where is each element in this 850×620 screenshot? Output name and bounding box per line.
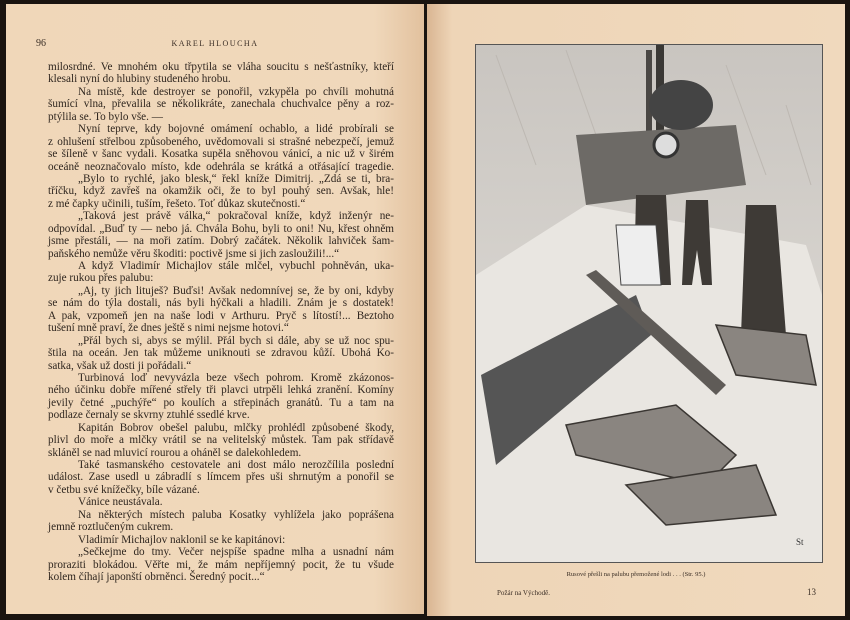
text-line: „Aj, ty jich lituješ? Buďsi! Avšak nedomnívej se, že by oni, kdyby [78, 284, 394, 297]
text-line: se nám do týla dostali, nás byli hýčkali a hladili. Znám je s dostatek! [48, 297, 394, 310]
text-line: klesali nyní do hlubiny studeného hrobu. [48, 73, 231, 86]
text-line: „Přál bych si, abys se mýlil. Přál bych si dále, aby se už noc spu- [78, 334, 394, 347]
text-line: Také tasmanského cestovatele ani dost málo nerozčílila poslední [78, 459, 394, 471]
text-line: satka, však už dosti ji pořádali.“ [48, 359, 192, 372]
text-line: A když Vladimír Michajlov stále mlčel, vybuchl pohněván, uka- [78, 260, 394, 272]
text-line: zuje rukou přes palubu: [48, 272, 154, 285]
text-line: kolem číhají japonští obrněnci. Šeredný pocit...“ [48, 570, 265, 583]
text-line: v četbu své knížečky, bíle vázané. [48, 483, 200, 496]
text-line: proraziti blokádou. Věřte mi, že mám nepříjemný pocit, že tu všude [48, 558, 394, 571]
text-line: skláněl se nad mluvicí rourou a oháněl se dalekohledem. [48, 446, 302, 459]
artist-signature: St [796, 537, 804, 547]
signature-number: 13 [807, 587, 816, 597]
illustration-caption: Rusové přešli na palubu přemožené lodi . . . (Str. 95.) [566, 571, 706, 578]
text-line: Kapitán Bobrov obešel palubu, mlčky prohlédl způsobené škody, [78, 421, 394, 434]
text-line: Vánice neustávala. [78, 496, 163, 509]
text-line: ného účinku dobře mířené střely tři plavci utrpěli lehká zranění. Komíny [48, 384, 394, 397]
text-line: Vladimír Michajlov naklonil se ke kapitánovi: [78, 533, 286, 546]
illustration [475, 44, 823, 563]
page-number: 96 [36, 38, 46, 49]
text-line: jsme přestáli, — na moři zatím. Dobrý začátek. Několik lahviček šam- [48, 235, 394, 248]
text-line: odpovídal. „Buď ty — nebo já. Chvála Bohu, byli to oni! Nu, křest ohněm [48, 222, 394, 235]
text-line: se šíleně v šanc vydali. Kosatka supěla sněhovou vánicí, a nic už v širém [48, 148, 394, 161]
text-line: podlaze černaly se skvrny ztuhlé ssedlé krve. [48, 409, 250, 422]
text-line: milosrdné. Ve mnohém oku třpytila se vláha soucitu s nešťastníky, kteří [48, 61, 394, 73]
text-line: „Bylo to rychlé, jako blesk,“ řekl kníže Dimitrij. „Zdá se ti, bra- [78, 172, 394, 185]
text-line: šumící vlna, převalila se několikráte, zanechala chuchvalce pěny a roz- [48, 98, 394, 111]
text-line: oceáně neoznačovalo místo, kde odehrála se krátká a otřásající tragedie. [48, 160, 394, 173]
text-line: „Sečkejme do tmy. Večer nejspíše spadne mlha a usnadní nám [78, 546, 394, 559]
text-line: štila na oceán. Jen tak můžeme uniknouti se zdravou kůží. Ubohá Ko- [48, 347, 394, 360]
text-line: jemně roztlučeným cukrem. [48, 521, 174, 534]
left-page [6, 4, 424, 614]
text-line: tušení mně praví, že dnes ještě s nimi nejsme hotovi.“ [48, 322, 289, 335]
text-line: ptýlila se. To bylo vše. — [48, 110, 163, 123]
right-page [427, 4, 845, 616]
footer-title: Požár na Východě. [497, 589, 550, 597]
text-line: Na některých místech paluba Kosatky vyhlížela jako poprášena [78, 508, 394, 521]
text-line: „Taková jest právě válka,“ pokračoval kníže, když inženýr ne- [78, 210, 394, 223]
text-line: Turbinová loď nevyvázla beze všech pohrom. Kromě zkázonos- [78, 371, 394, 384]
text-line: jevily četné „puchýře“ po koulích a střepinách granátů. Tu a tam na [48, 396, 394, 409]
ship-deck-illustration [476, 45, 822, 562]
text-line: plivl do moře a mlčky vrátil se na velitelský můstek. Tam pak střídavě [48, 434, 394, 447]
text-line: tříčku, když zavřeš na okamžik oči, že to byl pouhý sen. Avšak, hle! [48, 185, 394, 198]
text-line: A pak, vzpomeň jen na naše lodi v Arthuru. Pryč s lítostí!... Beztoho [48, 309, 394, 322]
text-line: Nyní teprve, kdy bojovné omámení ochablo, a lidé probírali se [78, 123, 394, 136]
text-line: paňského nemůže věru škoditi: poctivě jsme si jich zasloužili!...“ [48, 247, 340, 260]
body-text [48, 61, 394, 583]
text-line: z ohlušení střelbou způsobeného, uvědomovali si strašné nebezpečí, jemuž [48, 135, 394, 148]
running-head: KAREL HLOUCHA [171, 39, 259, 48]
text-line: z mé čapky učinili, tuším, řešeto. Toť důkaz skutečnosti.“ [48, 197, 306, 210]
text-line: Na místě, kde destroyer se ponořil, vzkypěla po chvíli mohutná [78, 85, 394, 98]
text-line: událost. Zase usedl u zábradlí s límcem přes uši shrnutým a ponořil se [48, 471, 394, 484]
